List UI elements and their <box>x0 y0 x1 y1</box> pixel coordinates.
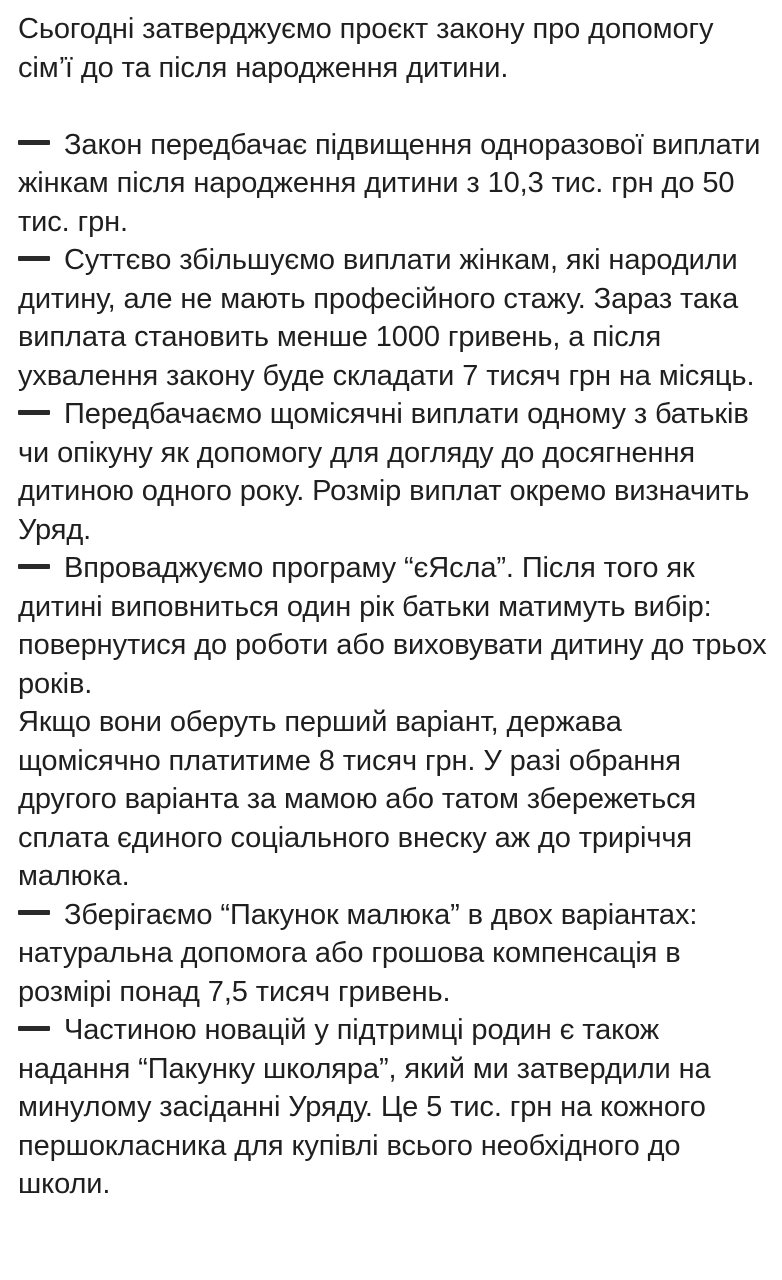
list-item <box>18 241 768 395</box>
followup-paragraph: Якщо вони оберуть перший варіант, держава щомісячно платитиме 8 тисяч грн. У разі обрання другого варіанта за мамою або татом збережеться сплата єдиного соціального внеску аж до триріччя малюка. <box>18 706 697 892</box>
list-item-text: Передбачаємо щомісячні виплати одному з батьків чи опікуну як допомогу для догляду до досягнення дитиною одного року. Розмір виплат окремо визначить Уряд. <box>18 398 750 546</box>
em-dash-icon <box>18 1026 50 1031</box>
list-item <box>18 126 768 242</box>
list-item-text: Впроваджуємо програму “єЯсла”. Після того як дитині виповниться один рік батьки матимуть вибір: повернутися до роботи або виховувати дитину до трьох років. <box>18 552 767 700</box>
list-item-text: Частиною новацій у підтримці родин є також надання “Пакунку школяра”, який ми затвердили на минулому засіданні Уряду. Це 5 тис. грн на кожного першокласника для купівлі всього необхідного до школи. <box>18 1014 711 1200</box>
list-item-text: Зберігаємо “Пакунок малюка” в двох варіантах: натуральна допомога або грошова компенсація в розмірі понад 7,5 тисяч гривень. <box>18 898 698 1008</box>
em-dash-icon <box>18 256 50 261</box>
list-item-text: Суттєво збільшуємо виплати жінкам, які народили дитину, але не мають професійного стажу. Зараз така виплата становить менше 1000 гривень, а після ухвалення закону буде складати 7 тисяч грн на місяць. <box>18 244 755 392</box>
list-item-text: Закон передбачає підвищення одноразової виплати жінкам після народження дитини з 10,3 тис. грн до 50 тис. грн. <box>18 128 761 238</box>
em-dash-icon <box>18 140 50 145</box>
list-item <box>18 896 768 1012</box>
intro-paragraph: Сьогодні затверджуємо проєкт закону про допомогу сім’ї до та після народження дитини. <box>18 13 714 84</box>
list-item <box>18 395 768 549</box>
em-dash-icon <box>18 410 50 415</box>
em-dash-icon <box>18 910 50 915</box>
post-text <box>18 10 768 1204</box>
list-item <box>18 1011 768 1204</box>
em-dash-icon <box>18 564 50 569</box>
list-item <box>18 549 768 703</box>
paragraph-gap <box>18 87 768 126</box>
